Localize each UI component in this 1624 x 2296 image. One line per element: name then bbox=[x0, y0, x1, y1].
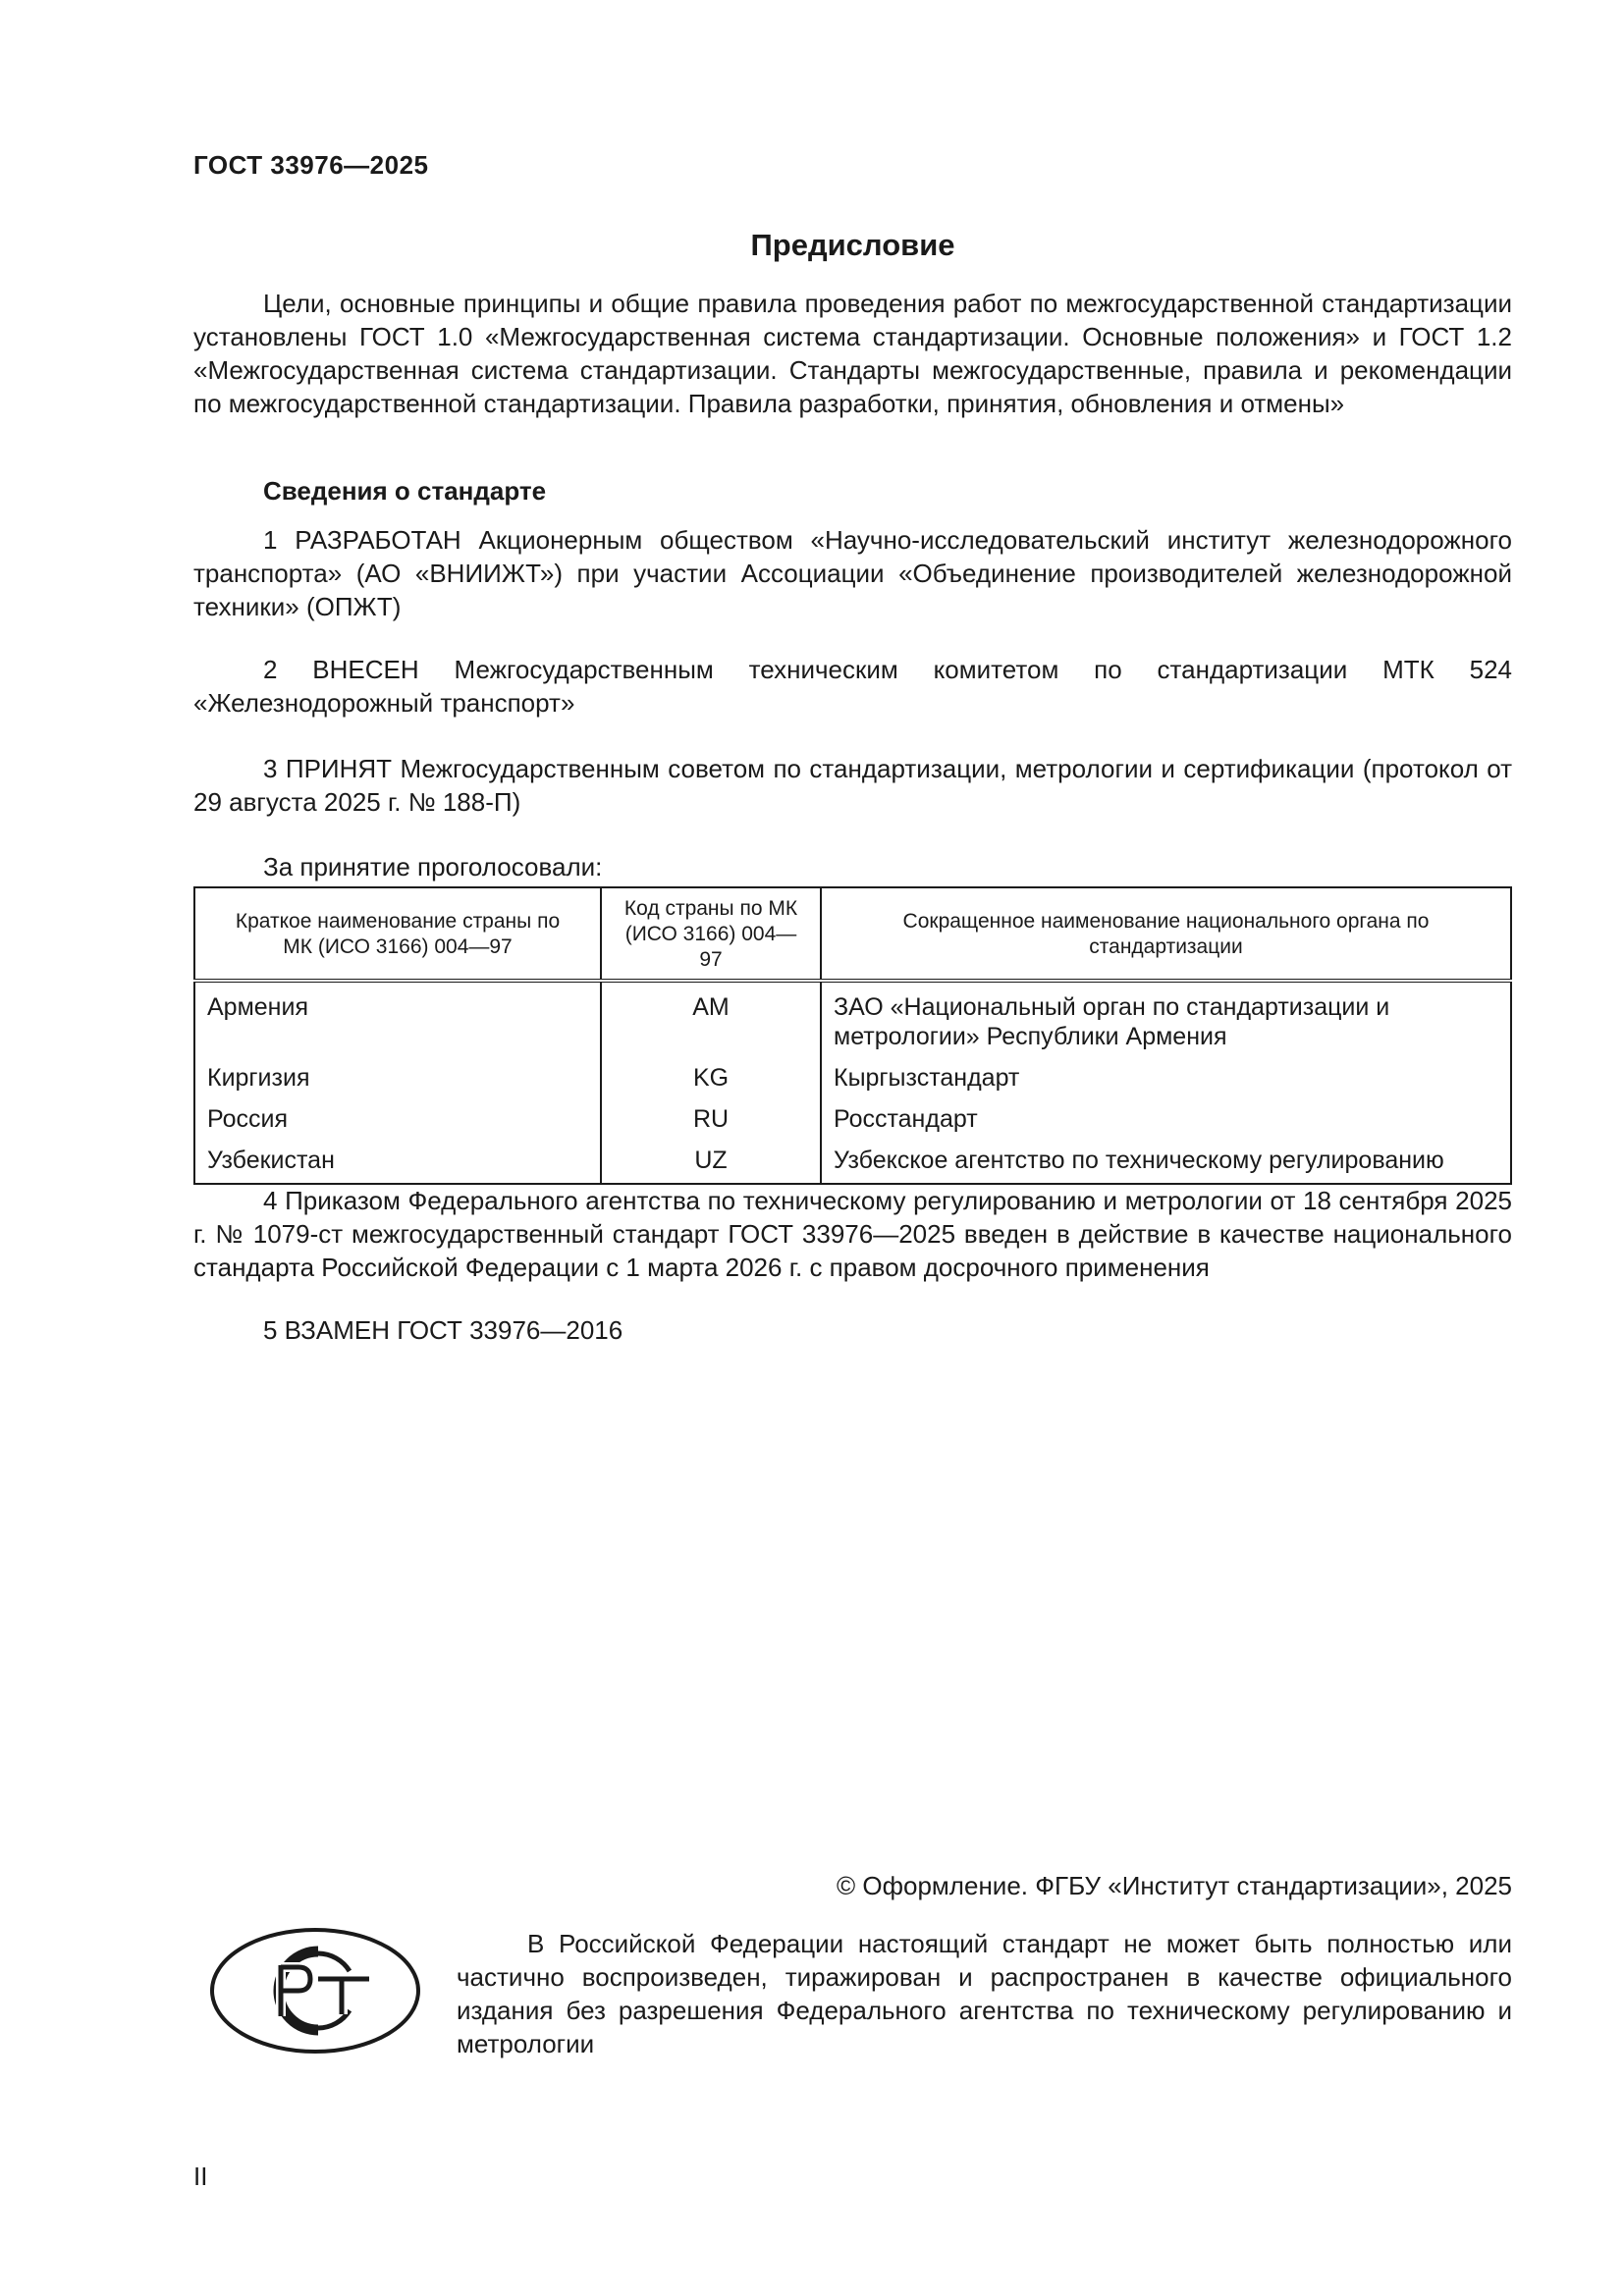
cell-country: Узбекистан bbox=[194, 1139, 601, 1184]
table-row bbox=[194, 1139, 1511, 1184]
cell-body: Узбекское агентство по техническому регулированию bbox=[821, 1139, 1511, 1184]
cell-code: UZ bbox=[601, 1139, 821, 1184]
column-header-code: Код страны по МК (ИСО 3166) 004—97 bbox=[601, 887, 821, 981]
item-1-paragraph bbox=[193, 523, 1512, 623]
cell-body: Кыргызстандарт bbox=[821, 1056, 1511, 1097]
item-5-text: 5 ВЗАМЕН ГОСТ 33976—2016 bbox=[263, 1315, 623, 1345]
rst-certification-mark-icon bbox=[208, 1926, 422, 2056]
cell-code: KG bbox=[601, 1056, 821, 1097]
cell-country: Киргизия bbox=[194, 1056, 601, 1097]
legal-notice bbox=[457, 1927, 1512, 2060]
page-number: II bbox=[193, 2162, 208, 2191]
item-3-paragraph bbox=[193, 752, 1512, 819]
section-subheading: Сведения о стандарте bbox=[263, 476, 547, 506]
cell-code: RU bbox=[601, 1097, 821, 1139]
copyright-line: © Оформление. ФГБУ «Институт стандартизации», 2025 bbox=[837, 1871, 1512, 1900]
table-row bbox=[194, 1056, 1511, 1097]
item-2-paragraph bbox=[193, 653, 1512, 720]
legal-text: В Российской Федерации настоящий стандарт не может быть полностью или частично воспроизведен, тиражирован и распространен в качестве официального издания без разрешения Федерального агентства по техническому регулированию и метрологии bbox=[457, 1929, 1512, 2058]
vote-label: За принятие проголосовали: bbox=[263, 852, 603, 881]
cell-country: Россия bbox=[194, 1097, 601, 1139]
table-row bbox=[194, 981, 1511, 1056]
item-2-text: 2 ВНЕСЕН Межгосударственным техническим комитетом по стандартизации МТК 524 «Железнодорожный транспорт» bbox=[193, 655, 1512, 718]
table-header-row bbox=[194, 887, 1511, 981]
voting-countries-table bbox=[193, 886, 1512, 1185]
intro-text: Цели, основные принципы и общие правила проведения работ по межгосударственной стандартизации установлены ГОСТ 1.0 «Межгосударственная система стандартизации. Основные положения» и ГОСТ 1.2 «Межгосударственная система стандартизации. Стандарты межгосударственные, правила и рекомендации по межгосударственной стандартизации. Правила разработки, принятия, обновления и отмены» bbox=[193, 289, 1512, 418]
item-4-paragraph bbox=[193, 1184, 1512, 1284]
cell-code: AM bbox=[601, 981, 821, 1056]
cell-body: ЗАО «Национальный орган по стандартизации и метрологии» Республики Армения bbox=[821, 981, 1511, 1056]
column-header-country: Краткое наименование страны по МК (ИСО 3166) 004—97 bbox=[194, 887, 601, 981]
column-header-body: Сокращенное наименование национального органа по стандартизации bbox=[821, 887, 1511, 981]
table-row bbox=[194, 1097, 1511, 1139]
intro-paragraph bbox=[193, 287, 1512, 420]
item-1-text: 1 РАЗРАБОТАН Акционерным обществом «Научно-исследовательский институт железнодорожного транспорта» (АО «ВНИИЖТ») при участии Ассоциации «Объединение производителей железнодорожной техники» (ОПЖТ) bbox=[193, 525, 1512, 621]
cell-body: Росстандарт bbox=[821, 1097, 1511, 1139]
page-title: Предисловие bbox=[750, 228, 955, 262]
item-3-text: 3 ПРИНЯТ Межгосударственным советом по стандартизации, метрологии и сертификации (протокол от 29 августа 2025 г. № 188-П) bbox=[193, 754, 1512, 817]
document-id: ГОСТ 33976—2025 bbox=[193, 150, 429, 180]
item-5-paragraph bbox=[193, 1313, 1512, 1347]
item-4-text: 4 Приказом Федерального агентства по техническому регулированию и метрологии от 18 сентября 2025 г. № 1079-ст межгосударственный стандарт ГОСТ 33976—2025 введен в действие в качестве национального стандарта Российской Федерации с 1 марта 2026 г. с правом досрочного применения bbox=[193, 1186, 1512, 1282]
cell-country: Армения bbox=[194, 981, 601, 1056]
